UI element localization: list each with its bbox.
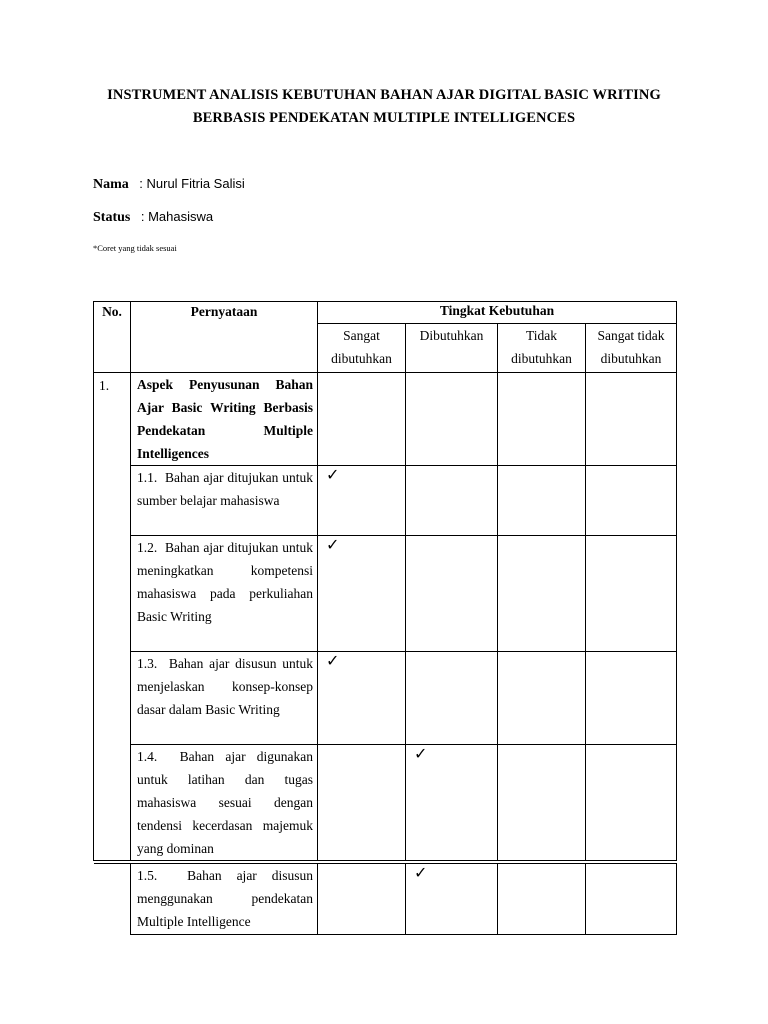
item-number: 1.1. xyxy=(137,470,158,485)
answer-cell[interactable] xyxy=(586,373,677,466)
item-number: 1.5. xyxy=(137,868,158,883)
table-row xyxy=(94,466,677,536)
answer-cell[interactable] xyxy=(318,652,406,745)
item-number: 1.2. xyxy=(137,540,158,555)
answer-cell[interactable] xyxy=(586,652,677,745)
item-text: Bahan ajar disusun menggunakan pendekatan Multiple Intelligence xyxy=(137,868,313,929)
answer-cell[interactable] xyxy=(406,652,498,745)
answer-cell[interactable] xyxy=(406,864,498,935)
number-cell xyxy=(94,864,131,935)
check-mark-icon: ✓ xyxy=(326,537,340,554)
item-text: Bahan ajar ditujukan untuk meningkatkan kompetensi mahasiswa pada perkuliahan Basic Writing xyxy=(137,540,314,624)
header-level-very-not-needed: Sangat tidak dibutuhkan xyxy=(586,324,677,373)
table-row xyxy=(94,864,677,935)
answer-cell[interactable] xyxy=(406,466,498,536)
check-mark-icon: ✓ xyxy=(326,653,340,670)
statement-cell xyxy=(131,536,318,652)
answer-cell[interactable] xyxy=(586,745,677,861)
header-need-level: Tingkat Kebutuhan xyxy=(318,302,677,324)
table-row xyxy=(94,745,677,861)
answer-cell[interactable] xyxy=(318,466,406,536)
section-title: Aspek Penyusunan Bahan Ajar Basic Writing Berbasis Pendekatan Multiple Intelligences xyxy=(131,373,318,466)
statement-cell xyxy=(131,466,318,536)
item-text: Bahan ajar digunakan untuk latihan dan tugas mahasiswa sesuai dengan tendensi kecerdasan majemuk yang dominan xyxy=(137,749,314,856)
name-row xyxy=(93,176,245,193)
header-level-needed: Dibutuhkan xyxy=(406,324,498,373)
answer-cell[interactable] xyxy=(318,536,406,652)
document-title-line-1: INSTRUMENT ANALISIS KEBUTUHAN BAHAN AJAR DIGITAL BASIC WRITING xyxy=(107,87,661,103)
strike-note: *Coret yang tidak sesuai xyxy=(93,243,177,253)
answer-cell[interactable] xyxy=(498,864,586,935)
answer-cell[interactable] xyxy=(406,745,498,861)
header-level-not-needed: Tidak dibutuhkan xyxy=(498,324,586,373)
status-value: : Mahasiswa xyxy=(140,209,214,224)
table-row xyxy=(94,652,677,745)
header-statement: Pernyataan xyxy=(131,302,318,373)
answer-cell[interactable] xyxy=(406,536,498,652)
needs-analysis-table xyxy=(93,301,677,935)
status-label: Status xyxy=(93,210,131,225)
answer-cell[interactable] xyxy=(406,373,498,466)
check-mark-icon: ✓ xyxy=(414,746,428,763)
name-label: Nama xyxy=(93,177,129,192)
section-row xyxy=(94,373,677,466)
header-no: No. xyxy=(94,302,131,373)
answer-cell[interactable] xyxy=(586,536,677,652)
header-level-very-needed: Sangat dibutuhkan xyxy=(318,324,406,373)
table-row xyxy=(94,536,677,652)
answer-cell[interactable] xyxy=(498,652,586,745)
answer-cell[interactable] xyxy=(498,536,586,652)
answer-cell[interactable] xyxy=(318,373,406,466)
status-row xyxy=(93,209,213,226)
answer-cell[interactable] xyxy=(586,864,677,935)
answer-cell[interactable] xyxy=(498,745,586,861)
header-row-1 xyxy=(94,302,677,324)
item-number: 1.3. xyxy=(137,656,158,671)
check-mark-icon: ✓ xyxy=(414,865,428,882)
answer-cell[interactable] xyxy=(498,466,586,536)
section-number: 1. xyxy=(94,373,131,861)
item-text: Bahan ajar ditujukan untuk sumber belajar mahasiswa xyxy=(137,470,314,508)
answer-cell[interactable] xyxy=(318,864,406,935)
needs-analysis-table-wrapper xyxy=(93,301,676,929)
statement-cell xyxy=(131,652,318,745)
statement-cell xyxy=(131,745,318,861)
check-mark-icon: ✓ xyxy=(326,467,340,484)
name-value: : Nurul Fitria Salisi xyxy=(139,176,245,191)
document-title-line-2: BERBASIS PENDEKATAN MULTIPLE INTELLIGENCES xyxy=(192,110,576,126)
answer-cell[interactable] xyxy=(318,745,406,861)
answer-cell[interactable] xyxy=(586,466,677,536)
answer-cell[interactable] xyxy=(498,373,586,466)
item-number: 1.4. xyxy=(137,749,158,764)
statement-cell xyxy=(131,864,318,935)
item-text: Bahan ajar disusun untuk menjelaskan konsep-konsep dasar dalam Basic Writing xyxy=(137,656,313,717)
